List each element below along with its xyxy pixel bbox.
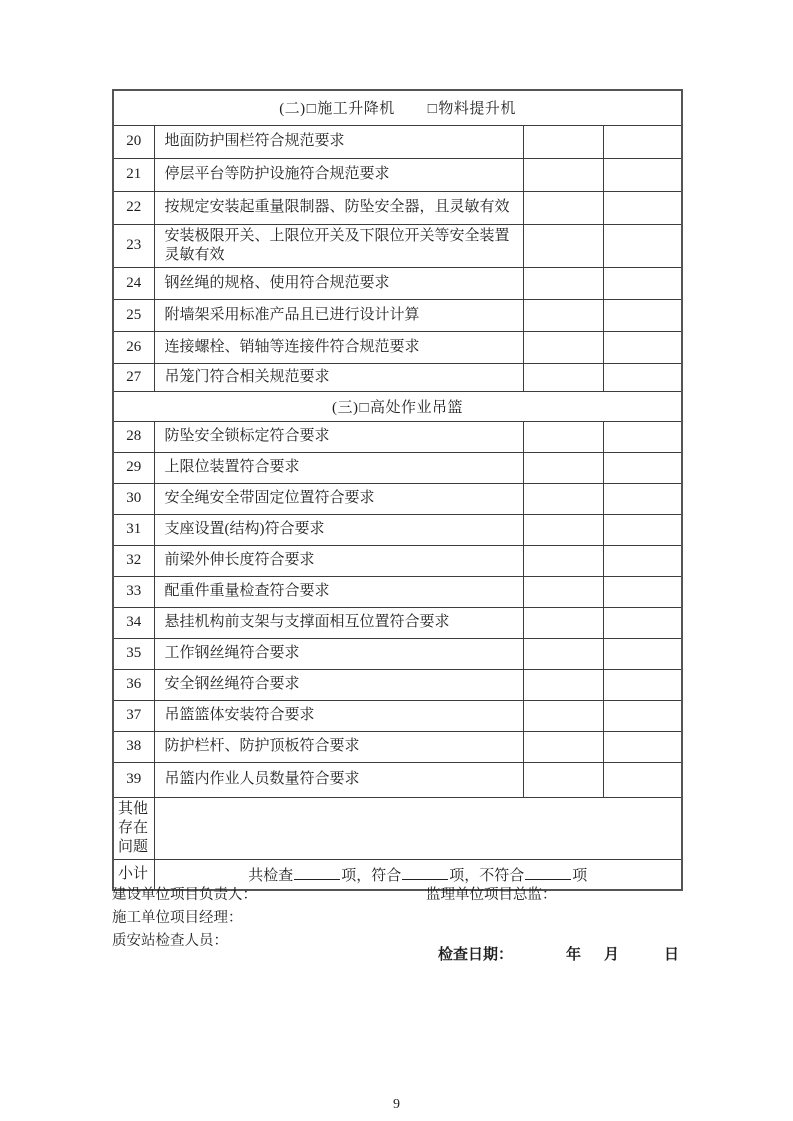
- result-cell[interactable]: [523, 762, 603, 797]
- item-description: 地面防护围栏符合规范要求: [154, 125, 523, 158]
- page-number: 9: [393, 1097, 400, 1112]
- section-option-label: 高处作业吊篮: [370, 399, 464, 416]
- table-row: [113, 669, 682, 700]
- result-cell[interactable]: [603, 762, 682, 797]
- item-description: 停层平台等防护设施符合规范要求: [154, 158, 523, 191]
- table-row: [113, 514, 682, 545]
- result-cell[interactable]: [603, 545, 682, 576]
- item-number: 30: [113, 483, 154, 514]
- result-cell[interactable]: [603, 158, 682, 191]
- item-number: 20: [113, 125, 154, 158]
- section-prefix: (二): [279, 101, 306, 118]
- table-row: [113, 607, 682, 638]
- item-number: 36: [113, 669, 154, 700]
- section-prefix: (三): [331, 399, 359, 416]
- result-cell[interactable]: [523, 267, 603, 299]
- result-cell[interactable]: [523, 299, 603, 331]
- result-cell[interactable]: [523, 125, 603, 158]
- item-description: 配重件重量检查符合要求: [154, 576, 523, 607]
- subtotal-text: 项，不符合: [449, 867, 525, 884]
- item-description: 悬挂机构前支架与支撑面相互位置符合要求: [154, 607, 523, 638]
- result-cell[interactable]: [603, 191, 682, 224]
- result-cell[interactable]: [603, 452, 682, 483]
- table-row: [113, 638, 682, 669]
- item-description: 安全钢丝绳符合要求: [154, 669, 523, 700]
- result-cell[interactable]: [523, 331, 603, 363]
- result-cell[interactable]: [523, 421, 603, 452]
- section-option-label: 施工升降机: [317, 101, 395, 118]
- item-description: 连接螺栓、销轴等连接件符合规范要求: [154, 331, 523, 363]
- result-cell[interactable]: [603, 224, 682, 267]
- subtotal-text: 项，符合: [341, 867, 402, 884]
- builder-signature-label: 建设单位项目负责人：: [112, 887, 257, 903]
- section-header-row: [113, 90, 682, 125]
- table-row: [113, 421, 682, 452]
- section-header-row: [113, 391, 682, 421]
- checkbox-icon[interactable]: □: [359, 399, 370, 416]
- item-number: 24: [113, 267, 154, 299]
- result-cell[interactable]: [603, 669, 682, 700]
- item-number: 27: [113, 363, 154, 391]
- item-number: 23: [113, 224, 154, 267]
- table-row: [113, 700, 682, 731]
- table-row: [113, 731, 682, 762]
- blank-pass-count[interactable]: [402, 866, 448, 880]
- table-row: [113, 576, 682, 607]
- result-cell[interactable]: [523, 363, 603, 391]
- other-issues-cell[interactable]: [154, 797, 682, 859]
- supervisor-signature-label: 监理单位项目总监：: [426, 887, 557, 903]
- date-month-label: 月: [604, 946, 620, 963]
- item-description: 防坠安全锁标定符合要求: [154, 421, 523, 452]
- result-cell[interactable]: [523, 731, 603, 762]
- result-cell[interactable]: [523, 638, 603, 669]
- item-number: 32: [113, 545, 154, 576]
- inspector-signature-label: 质安站检查人员：: [112, 933, 228, 949]
- result-cell[interactable]: [523, 607, 603, 638]
- item-number: 38: [113, 731, 154, 762]
- result-cell[interactable]: [523, 224, 603, 267]
- result-cell[interactable]: [603, 483, 682, 514]
- table-row: [113, 224, 682, 267]
- subtotal-label: 小计: [113, 859, 154, 890]
- table-row: [113, 331, 682, 363]
- result-cell[interactable]: [523, 545, 603, 576]
- table-row: [113, 545, 682, 576]
- result-cell[interactable]: [603, 607, 682, 638]
- table-row: [113, 158, 682, 191]
- item-number: 28: [113, 421, 154, 452]
- item-number: 21: [113, 158, 154, 191]
- item-description: 上限位装置符合要求: [154, 452, 523, 483]
- item-description: 附墙架采用标准产品且已进行设计计算: [154, 299, 523, 331]
- section-2-header: [113, 90, 682, 125]
- item-description: 防护栏杆、防护顶板符合要求: [154, 731, 523, 762]
- result-cell[interactable]: [603, 700, 682, 731]
- result-cell[interactable]: [603, 638, 682, 669]
- table-row: [113, 299, 682, 331]
- item-description: 吊篮篮体安装符合要求: [154, 700, 523, 731]
- result-cell[interactable]: [603, 267, 682, 299]
- result-cell[interactable]: [523, 158, 603, 191]
- item-number: 25: [113, 299, 154, 331]
- item-number: 39: [113, 762, 154, 797]
- result-cell[interactable]: [603, 331, 682, 363]
- result-cell[interactable]: [523, 514, 603, 545]
- item-number: 33: [113, 576, 154, 607]
- item-description: 支座设置(结构)符合要求: [154, 514, 523, 545]
- item-description: 吊笼门符合相关规范要求: [154, 363, 523, 391]
- item-number: 34: [113, 607, 154, 638]
- other-issues-label: 其他存在问题: [113, 797, 154, 859]
- date-day-label: 日: [664, 946, 680, 963]
- result-cell[interactable]: [603, 731, 682, 762]
- inspection-date-label: 检查日期：: [438, 946, 514, 963]
- checkbox-icon[interactable]: □: [306, 101, 317, 118]
- result-cell[interactable]: [603, 576, 682, 607]
- blank-total-count[interactable]: [294, 866, 340, 880]
- item-description: 钢丝绳的规格、使用符合规范要求: [154, 267, 523, 299]
- item-description: 按规定安装起重量限制器、防坠安全器，且灵敏有效: [154, 191, 523, 224]
- item-number: 31: [113, 514, 154, 545]
- item-number: 37: [113, 700, 154, 731]
- result-cell[interactable]: [603, 421, 682, 452]
- blank-fail-count[interactable]: [525, 866, 571, 880]
- table-row: [113, 267, 682, 299]
- subtotal-text: 共检查: [248, 867, 294, 884]
- result-cell[interactable]: [603, 299, 682, 331]
- other-issues-row: [113, 797, 682, 859]
- item-number: 26: [113, 331, 154, 363]
- table-row: [113, 762, 682, 797]
- table-row: [113, 125, 682, 158]
- result-cell[interactable]: [523, 483, 603, 514]
- table-row: [113, 483, 682, 514]
- result-cell[interactable]: [523, 576, 603, 607]
- table-row: [113, 191, 682, 224]
- result-cell[interactable]: [603, 514, 682, 545]
- item-description: 前梁外伸长度符合要求: [154, 545, 523, 576]
- result-cell[interactable]: [523, 452, 603, 483]
- item-number: 35: [113, 638, 154, 669]
- result-cell[interactable]: [523, 700, 603, 731]
- checkbox-icon[interactable]: □: [427, 101, 438, 118]
- subtotal-text: 项: [572, 867, 588, 884]
- item-description: 工作钢丝绳符合要求: [154, 638, 523, 669]
- section-option-label: 物料提升机: [438, 101, 516, 118]
- inspection-checklist-table: [112, 89, 683, 891]
- table-row: [113, 452, 682, 483]
- item-description: 安全绳安全带固定位置符合要求: [154, 483, 523, 514]
- item-number: 29: [113, 452, 154, 483]
- date-year-label: 年: [566, 946, 582, 963]
- section-3-header: [113, 391, 682, 421]
- result-cell[interactable]: [523, 669, 603, 700]
- table-row: [113, 363, 682, 391]
- contractor-signature-label: 施工单位项目经理：: [112, 910, 243, 926]
- result-cell[interactable]: [603, 125, 682, 158]
- item-description: 安装极限开关、上限位开关及下限位开关等安全装置灵敏有效: [154, 224, 523, 267]
- result-cell[interactable]: [603, 363, 682, 391]
- item-number: 22: [113, 191, 154, 224]
- result-cell[interactable]: [523, 191, 603, 224]
- item-description: 吊篮内作业人员数量符合要求: [154, 762, 523, 797]
